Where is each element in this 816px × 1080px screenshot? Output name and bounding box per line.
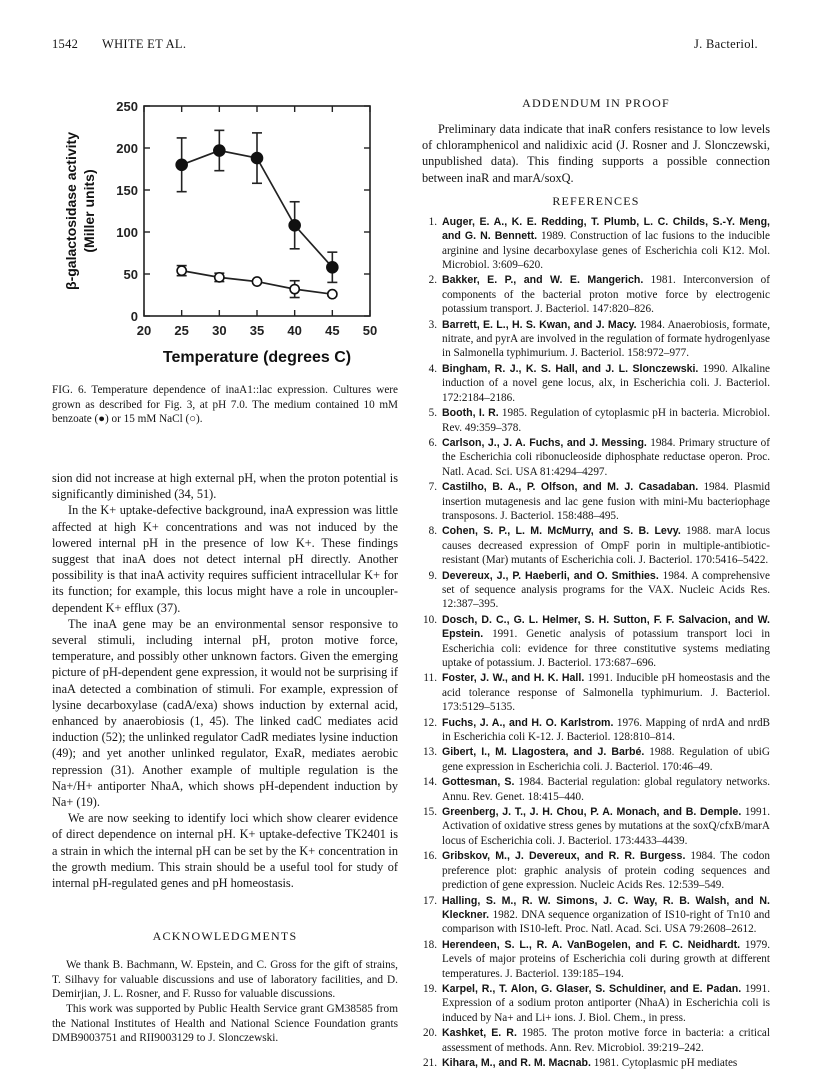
reference-text: 1989. Construction of lac fusions to the inducible arginine and lysine decarboxylase genes of Escherichia coli K12. Mol. Microbiol. 3:609–620.: [442, 230, 770, 272]
reference-number: 3.: [428, 318, 437, 331]
reference-text: 1984. Primary structure of the Escherichia coli ribonucleoside diphosphate reductase operon. Proc. Natl. Acad. Sci. USA 81:4294–4297.: [442, 436, 770, 478]
x-axis-label: Temperature (degrees C): [162, 349, 352, 366]
reference-item: [422, 613, 770, 671]
reference-authors: Fuchs, J. A., and H. O. Karlstrom.: [442, 716, 614, 729]
reference-authors: Barrett, E. L., H. S. Kwan, and J. Macy.: [442, 318, 637, 331]
y-axis-label: β-galactosidase activity: [63, 132, 79, 290]
reference-authors: Dosch, D. C., G. L. Helmer, S. H. Sutton, F. F. Salvacion, and W. Epstein.: [442, 613, 770, 641]
reference-item: [422, 569, 770, 612]
reference-number: 10.: [423, 613, 437, 626]
reference-number: 9.: [428, 569, 437, 582]
reference-text: 1984. Anaerobiosis, formate, nitrate, and pyrA are involved in the regulation of formate hydrogenlyase in Salmonella typhimurium. J. Bacteriol. 158:972–977.: [442, 318, 771, 360]
reference-text: 1985. Regulation of cytoplasmic pH in bacteria. Microbiol. Rev. 49:359–378.: [442, 407, 770, 434]
reference-number: 12.: [423, 716, 437, 729]
data-point-nacl: [328, 290, 337, 299]
reference-item: [422, 671, 770, 714]
reference-text: 1985. The proton motive force in bacteria: a critical assessment of methods. Ann. Rev. Microbiol. 39:219–242.: [442, 1027, 770, 1054]
reference-list: [422, 215, 770, 1071]
reference-text: 1984. Bacterial regulation: global regulatory networks. Annu. Rev. Genet. 18:415–440.: [442, 776, 770, 803]
reference-authors: Gibert, I., M. Llagostera, and J. Barbé.: [442, 746, 645, 759]
reference-item: [422, 894, 770, 937]
reference-authors: Greenberg, J. T., J. H. Chou, P. A. Monach, and B. Demple.: [442, 806, 742, 819]
reference-authors: Halling, S. M., R. W. Simons, J. C. Way, R. B. Walsh, and N. Kleckner.: [442, 894, 770, 921]
data-point-nacl: [177, 266, 186, 275]
acknowledgments-heading: ACKNOWLEDGMENTS: [152, 929, 298, 944]
reference-item: [422, 318, 770, 361]
reference-text: 1981. Interconversion of components of the bacterial proton motive force by electrogenic potassium transport. J. Bacteriol. 147:820–826.: [442, 274, 770, 316]
reference-number: 15.: [423, 806, 437, 819]
x-tick-label: 50: [362, 323, 378, 338]
reference-item: [422, 436, 770, 479]
reference-authors: Kihara, M., and R. M. Macnab.: [442, 1056, 591, 1069]
y-tick-label: 250: [116, 99, 138, 114]
acknowledgments-thanks: We thank B. Bachmann, W. Epstein, and C. Gross for the gift of strains, T. Silhavy for valuable discussions and use of laboratory facilities, and D. Demirjian, J. L. Rosner, and F. Russo for valuable discussions.: [52, 959, 398, 1001]
reference-number: 18.: [423, 938, 437, 951]
reference-item: [422, 982, 770, 1025]
y-tick-label: 0: [130, 309, 138, 324]
reference-authors: Booth, I. R.: [442, 407, 499, 420]
reference-authors: Kashket, E. R.: [442, 1027, 517, 1040]
reference-item: [422, 1056, 770, 1070]
right-column: [422, 96, 770, 1071]
reference-number: 2.: [428, 274, 437, 287]
reference-number: 16.: [423, 850, 437, 863]
reference-text: 1981. Cytoplasmic pH mediates: [590, 1056, 738, 1069]
addendum-heading: ADDENDUM IN PROOF: [522, 96, 670, 110]
y-axis-label-units: (Miller units): [81, 169, 97, 253]
reference-authors: Auger, E. A., K. E. Redding, T. Plumb, L. C. Childs, S.-Y. Meng, and G. N. Bennett.: [442, 215, 770, 243]
reference-item: [422, 805, 770, 848]
reference-number: 20.: [423, 1027, 437, 1040]
x-tick-label: 20: [136, 323, 152, 338]
reference-item: [422, 745, 770, 774]
reference-number: 19.: [423, 982, 437, 995]
reference-text: 1991. Activation of oxidative stress genes by mutations at the soxQ/cfxB/marA locus of Escherichia coli. J. Bacteriol. 173:4433–4439.: [442, 806, 771, 847]
figure-6: [52, 92, 398, 380]
reference-number: 13.: [423, 746, 437, 759]
x-tick-label: 35: [249, 323, 265, 338]
reference-authors: Foster, J. W., and H. K. Hall.: [442, 672, 585, 685]
reference-item: [422, 849, 770, 892]
reference-item: [422, 215, 770, 273]
paragraph-continued: sion did not increase at high external pH, when the proton potential is significantly diminished (34, 51).: [52, 471, 398, 502]
reference-text: 1984. A comprehensive set of sequence analysis programs for the VAX. Nucleic Acids Res. 12:387–395.: [442, 569, 770, 611]
reference-authors: Devereux, J., P. Haeberli, and O. Smithies.: [442, 569, 659, 582]
figure-caption: FIG. 6. Temperature dependence of inaA1::lac expression. Cultures were grown as described for Fig. 3, at pH 7.0. The medium contained 10 mM benzoate (●) or 15 mM NaCl (○).: [52, 384, 398, 426]
reference-item: [422, 938, 770, 981]
y-tick-label: 50: [123, 267, 138, 282]
data-point-benzoate: [289, 220, 300, 231]
reference-authors: Castilho, B. A., P. Olfson, and M. J. Casadaban.: [442, 481, 699, 494]
reference-number: 1.: [428, 215, 437, 228]
reference-text: 1991. Expression of a sodium proton antiporter (NhaA) in Escherichia coli is induced by Na+ and Li+ ions. J. Biol. Chem., in press.: [442, 982, 771, 1024]
reference-authors: Carlson, J., J. A. Fuchs, and J. Messing.: [442, 436, 647, 449]
data-point-benzoate: [327, 262, 338, 273]
reference-item: [422, 406, 770, 435]
reference-text: 1991. Genetic analysis of potassium transport loci in Escherichia coli: evidence for three constitutive systems mediating uptake of potassium. J. Bacteriol. 173:687–696.: [442, 628, 770, 669]
reference-authors: Cohen, S. P., L. M. McMurry, and S. B. Levy.: [442, 525, 681, 538]
reference-item: [422, 480, 770, 523]
running-head-authors: WHITE ET AL.: [102, 37, 187, 51]
reference-number: 6.: [428, 436, 437, 449]
y-tick-label: 100: [116, 225, 138, 240]
reference-text: 1988. marA locus causes decreased expression of OmpF porin in multiple-antibiotic-resistant (Mar) mutants of Escherichia coli. J. Bacteriol. 170:5416–5422.: [442, 525, 770, 567]
reference-authors: Bingham, R. J., K. S. Hall, and J. L. Slonczewski.: [442, 362, 699, 375]
reference-text: 1990. Alkaline induction of a novel gene locus, alx, in Escherichia coli. J. Bacteriol. 172:2184–2186.: [442, 362, 771, 404]
reference-authors: Herendeen, S. L., R. A. VanBogelen, and F. C. Neidhardt.: [442, 938, 741, 951]
reference-number: 7.: [428, 481, 437, 494]
reference-authors: Gottesman, S.: [442, 776, 515, 789]
figure-6-chart: [52, 92, 398, 380]
reference-text: 1984. Plasmid insertion mutagenesis and lac gene fusion with mini-Mu bacteriophage transposons. J. Bacteriol. 158:488–495.: [442, 481, 770, 522]
data-point-benzoate: [214, 145, 225, 156]
reference-number: 21.: [423, 1056, 437, 1069]
reference-authors: Gribskov, M., J. Devereux, and R. R. Burgess.: [442, 850, 686, 863]
running-head-journal: J. Bacteriol.: [694, 37, 758, 51]
y-tick-label: 150: [116, 183, 138, 198]
x-tick-label: 30: [212, 323, 227, 338]
acknowledgments-funding: This work was supported by Public Health Service grant GM38585 from the National Institutes of Health and National Science Foundation grants DMB9003751 and RII9003129 to J. Slonczewski.: [52, 1003, 398, 1045]
y-tick-label: 200: [116, 141, 138, 156]
left-column: [52, 470, 398, 1046]
data-point-nacl: [215, 273, 224, 282]
reference-number: 4.: [428, 362, 437, 375]
data-point-benzoate: [252, 153, 263, 164]
data-point-nacl: [290, 285, 299, 294]
reference-item: [422, 775, 770, 804]
x-tick-label: 40: [287, 323, 302, 338]
paragraph-future-work: We are now seeking to identify loci which show clearer evidence of direct dependence on internal pH. K+ uptake-defective TK2401 is a strain in which the internal pH can be set by the K+ concentration in the growth medium. This strain should be a useful tool for study of internal pH-regulated genes and pH homeostasis.: [52, 811, 398, 891]
page-number: 1542: [52, 37, 79, 51]
reference-item: [422, 716, 770, 745]
addendum-text: Preliminary data indicate that inaR confers resistance to low levels of chloramphenicol and nalidixic acid (J. Rosner and J. Slonczewski, unpublished data). This finding supports a possible connection between inaR and marA/soxQ.: [422, 122, 770, 185]
reference-text: 1991. Inducible pH homeostasis and the acid tolerance response of Salmonella typhimurium. J. Bacteriol. 173:5129–5135.: [442, 672, 770, 714]
x-tick-label: 25: [174, 323, 189, 338]
reference-item: [422, 273, 770, 316]
reference-number: 11.: [423, 672, 437, 685]
reference-text: 1976. Mapping of nrdA and nrdB in Escherichia coli K-12. J. Bacteriol. 128:810–814.: [442, 716, 771, 744]
paragraph-environmental-sensor: The inaA gene may be an environmental sensor responsive to several stimuli, including internal pH, proton motive force, temperature, and possibly other unknown factors. Given the emerging picture of pH-dependent gene expression, it would not be surprising if inaA detected a combination of stimuli. For example, expression of lysine decarboxylase (cadA/exa) shows induction by external acid, enhanced by anaerobiosis (1, 45). The linked cadC mediates acid induction (52); the unlinked regulator CadR mediates lysine induction (49); and yet another unlinked regulator, ExaR, mediates aerobic repression (31). Another example of multiple regulation is the Na+/H+ antiporter NhaA, which shows pH-dependent induction by Na+ (19).: [52, 616, 398, 810]
reference-text: 1979. Levels of major proteins of Escherichia coli during growth at different temperatures. J. Bacteriol. 139:185–194.: [442, 938, 770, 980]
references-heading: REFERENCES: [552, 193, 640, 208]
reference-item: [422, 524, 770, 567]
x-tick-label: 45: [325, 323, 340, 338]
reference-text: 1984. The codon preference plot: graphic analysis of protein coding sequences and prediction of gene expression. Nucleic Acids Res. 12:539–549.: [442, 850, 770, 892]
reference-text: 1982. DNA sequence organization of IS10-right of Tn10 and comparison with IS10-left. Proc. Natl. Acad. Sci. USA 79:2608–2612.: [442, 908, 770, 936]
reference-number: 8.: [428, 525, 437, 538]
reference-item: [422, 362, 770, 405]
reference-authors: Karpel, R., T. Alon, G. Glaser, S. Schuldiner, and E. Padan.: [442, 982, 742, 995]
reference-text: 1988. Regulation of ubiG gene expression in Escherichia coli. J. Bacteriol. 170:46–49.: [442, 746, 770, 773]
reference-authors: Bakker, E. P., and W. E. Mangerich.: [442, 274, 644, 287]
reference-number: 5.: [428, 407, 437, 420]
reference-item: [422, 1026, 770, 1055]
data-point-benzoate: [176, 159, 187, 170]
reference-number: 14.: [423, 776, 437, 789]
data-point-nacl: [252, 277, 261, 286]
paragraph-k-uptake: In the K+ uptake-defective background, inaA expression was little affected at high K+ concentrations and was not induced by the lowered internal pH in the presence of low K+. These findings suggest that inaA does not detect internal pH directly. Another possibility is that inaA activity requires sufficient intracellular K+ for its function; for example, this locus might have a role in uncoupler-dependent K+ efflux (37).: [52, 503, 398, 615]
reference-number: 17.: [423, 894, 437, 907]
